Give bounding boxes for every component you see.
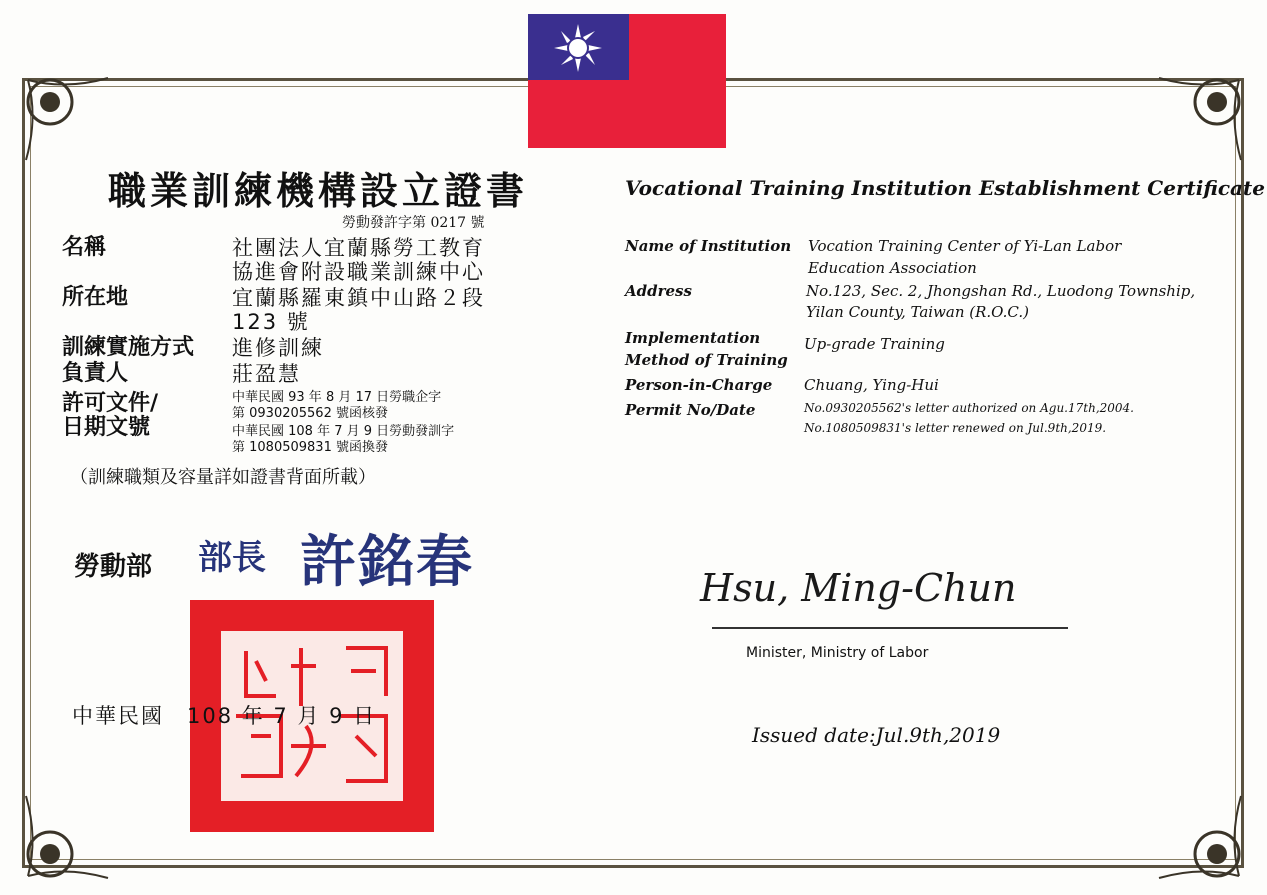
- zh-name-value-line2: 協進會附設職業訓練中心: [232, 260, 485, 284]
- en-permit-line2: No.1080509831's letter renewed on Jul.9th,2019.: [804, 421, 1107, 435]
- en-issue-date: Issued date:Jul.9th,2019: [752, 723, 1001, 747]
- minister-signature: Hsu, Ming-Chun: [700, 566, 1017, 610]
- en-certificate-title: Vocational Training Institution Establishment Certificate: [625, 176, 1265, 200]
- en-person-value: Chuang, Ying-Hui: [804, 376, 939, 394]
- en-address-label: Address: [625, 282, 692, 300]
- en-permit-line1: No.0930205562's letter authorized on Agu.17th,2004.: [804, 401, 1134, 415]
- en-permit-label: Permit No/Date: [625, 401, 756, 419]
- zh-name-label: 名稱: [62, 235, 107, 260]
- en-method-value: Up-grade Training: [804, 335, 945, 353]
- zh-permit-label-line1: 許可文件/: [62, 391, 159, 416]
- signature-line: [712, 627, 1068, 629]
- zh-address-value-line1: 宜蘭縣羅東鎮中山路２段: [232, 286, 485, 310]
- zh-name-value-line1: 社團法人宜蘭縣勞工教育: [232, 236, 485, 260]
- zh-ministry: 勞動部: [74, 552, 153, 582]
- en-person-label: Person-in-Charge: [625, 376, 773, 394]
- zh-permit-label-line2: 日期文號: [62, 415, 151, 440]
- zh-permit-line2: 第 0930205562 號函核發: [232, 406, 388, 421]
- white-sun-icon: [552, 22, 604, 74]
- ornamental-corner-icon: [18, 70, 114, 166]
- zh-issue-date: 中華民國 108 年 7 月 9 日: [72, 704, 377, 728]
- ornamental-corner-icon: [18, 790, 114, 886]
- zh-minister-role: 部長: [198, 538, 266, 578]
- zh-address-value-line2: 123 號: [232, 310, 310, 334]
- en-address-value-line2: Yilan County, Taiwan (R.O.C.): [806, 303, 1029, 321]
- en-method-label-line1: Implementation: [625, 329, 761, 347]
- zh-person-value: 莊盈慧: [232, 362, 301, 386]
- zh-permit-line3: 中華民國 108 年 7 月 9 日勞動發訓字: [232, 424, 455, 439]
- en-method-label-line2: Method of Training: [625, 351, 788, 369]
- en-address-value-line1: No.123, Sec. 2, Jhongshan Rd., Luodong Township,: [806, 282, 1196, 300]
- zh-minister-name: 許銘春: [300, 530, 474, 595]
- zh-method-label: 訓練實施方式: [62, 335, 195, 360]
- zh-capacity-note: （訓練職類及容量詳如證書背面所載）: [70, 467, 376, 488]
- zh-method-value: 進修訓練: [232, 336, 324, 360]
- zh-person-label: 負責人: [62, 361, 129, 386]
- en-name-value-line2: Education Association: [808, 259, 977, 277]
- en-name-value-line1: Vocation Training Center of Yi-Lan Labor: [808, 237, 1122, 255]
- zh-address-label: 所在地: [62, 285, 129, 310]
- en-name-label: Name of Institution: [625, 237, 792, 255]
- zh-permit-line1: 中華民國 93 年 8 月 17 日勞職企字: [232, 390, 442, 405]
- ornamental-corner-icon: [1153, 70, 1249, 166]
- zh-certificate-number: 勞動發許字第 0217 號: [342, 215, 485, 231]
- zh-permit-line4: 第 1080509831 號函換發: [232, 440, 388, 455]
- zh-certificate-title: 職業訓練機構設立證書: [108, 168, 529, 213]
- ornamental-corner-icon: [1153, 790, 1249, 886]
- en-minister-title: Minister, Ministry of Labor: [746, 645, 929, 661]
